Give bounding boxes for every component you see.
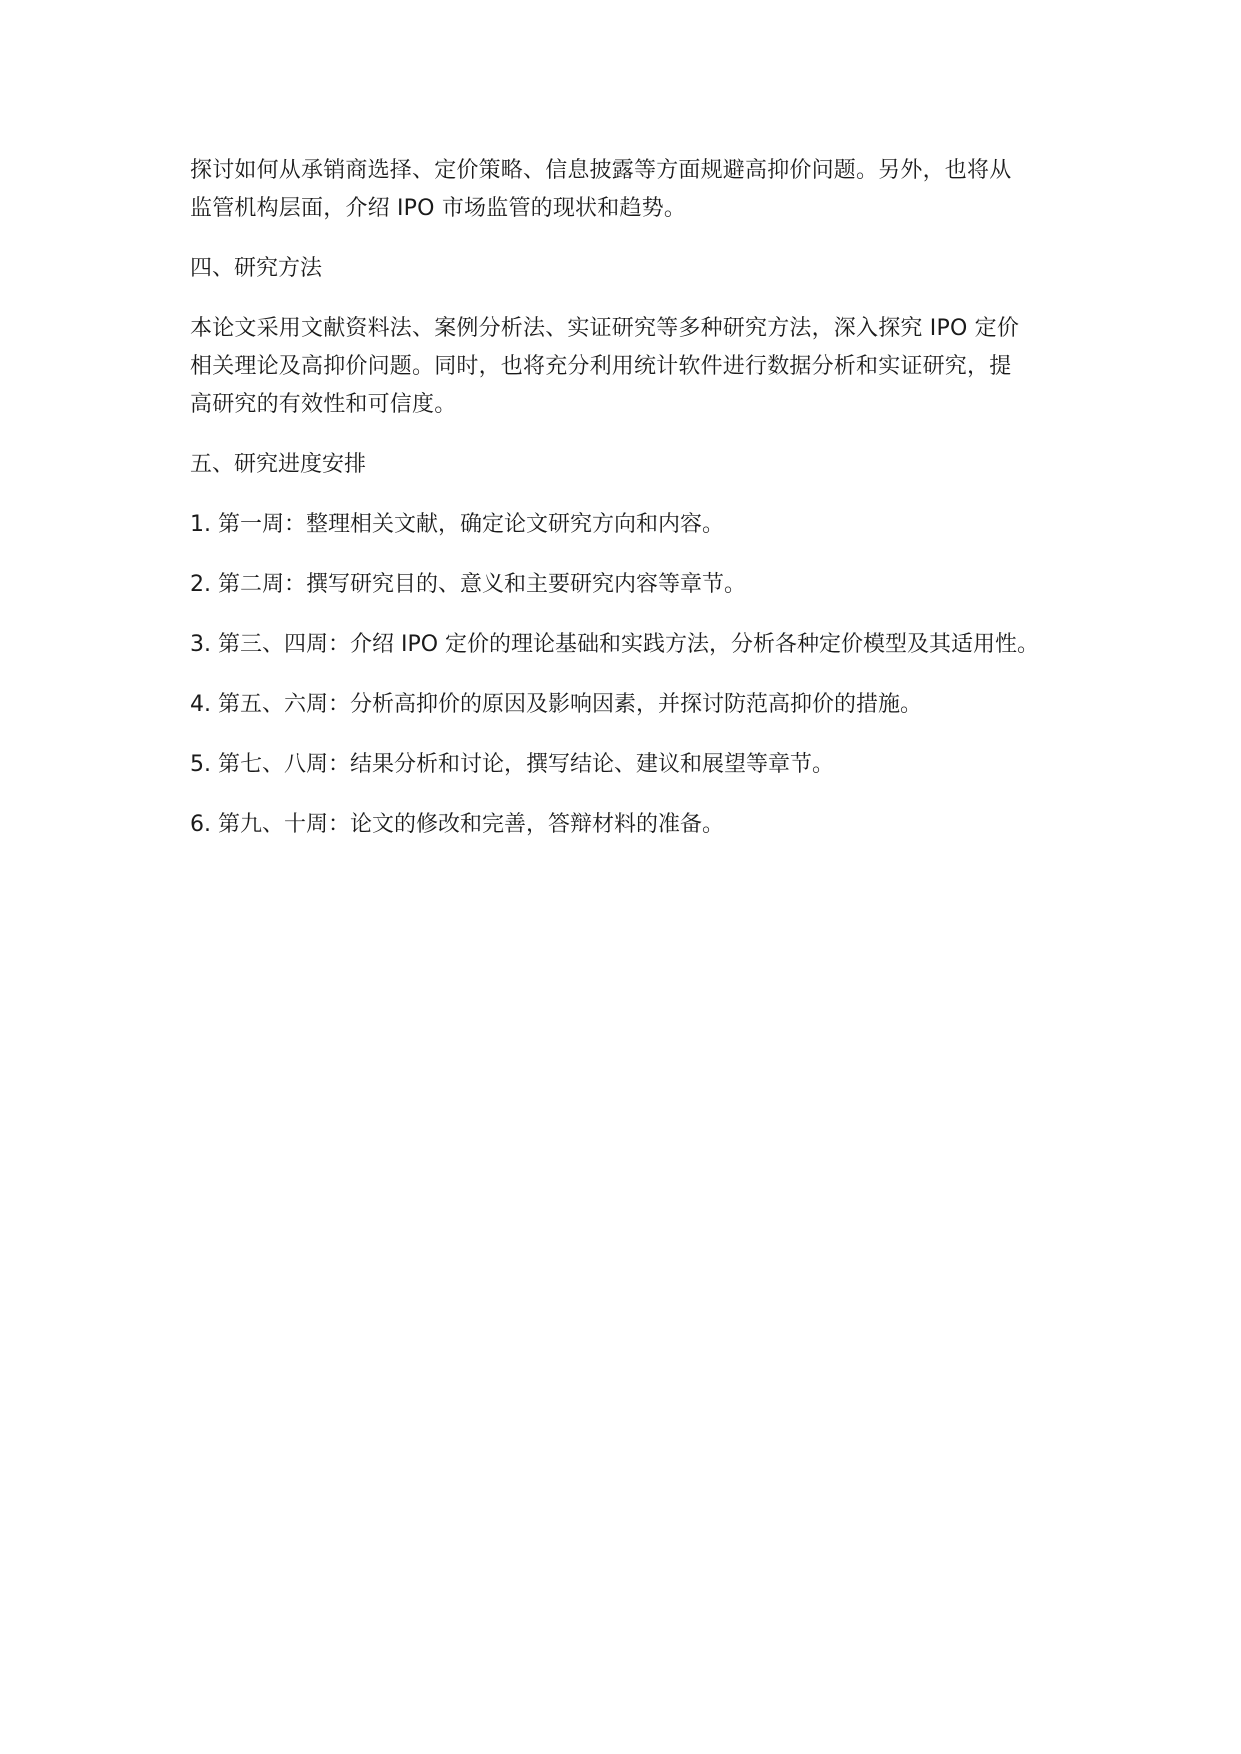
- section-heading-schedule: 五、研究进度安排: [190, 452, 367, 477]
- intro-paragraph: [190, 152, 1090, 228]
- schedule-item: 2. 第二周：撰写研究目的、意义和主要研究内容等章节。: [190, 572, 746, 597]
- document-body: [190, 152, 1090, 866]
- schedule-item: 3. 第三、四周：介绍 IPO 定价的理论基础和实践方法，分析各种定价模型及其适用性。: [190, 632, 1040, 657]
- research-methods-paragraph: [190, 310, 1090, 424]
- schedule-item: 1. 第一周：整理相关文献，确定论文研究方向和内容。: [190, 512, 724, 537]
- schedule-item: 4. 第五、六周：分析高抑价的原因及影响因素，并探讨防范高抑价的措施。: [190, 692, 922, 717]
- intro-line: 监管机构层面，介绍 IPO 市场监管的现状和趋势。: [190, 196, 687, 221]
- schedule-item: 6. 第九、十周：论文的修改和完善，答辩材料的准备。: [190, 812, 724, 837]
- research-methods-line: 本论文采用文献资料法、案例分析法、实证研究等多种研究方法，深入探究 IPO 定价: [190, 316, 1020, 341]
- schedule-item: 5. 第七、八周：结果分析和讨论，撰写结论、建议和展望等章节。: [190, 752, 834, 777]
- section-heading-research-methods: 四、研究方法: [190, 256, 323, 281]
- schedule-list: [190, 506, 1090, 844]
- research-methods-line: 高研究的有效性和可信度。: [190, 392, 457, 417]
- intro-line: 探讨如何从承销商选择、定价策略、信息披露等方面规避高抑价问题。另外，也将从: [190, 158, 1012, 183]
- research-methods-line: 相关理论及高抑价问题。同时，也将充分利用统计软件进行数据分析和实证研究，提: [190, 354, 1012, 379]
